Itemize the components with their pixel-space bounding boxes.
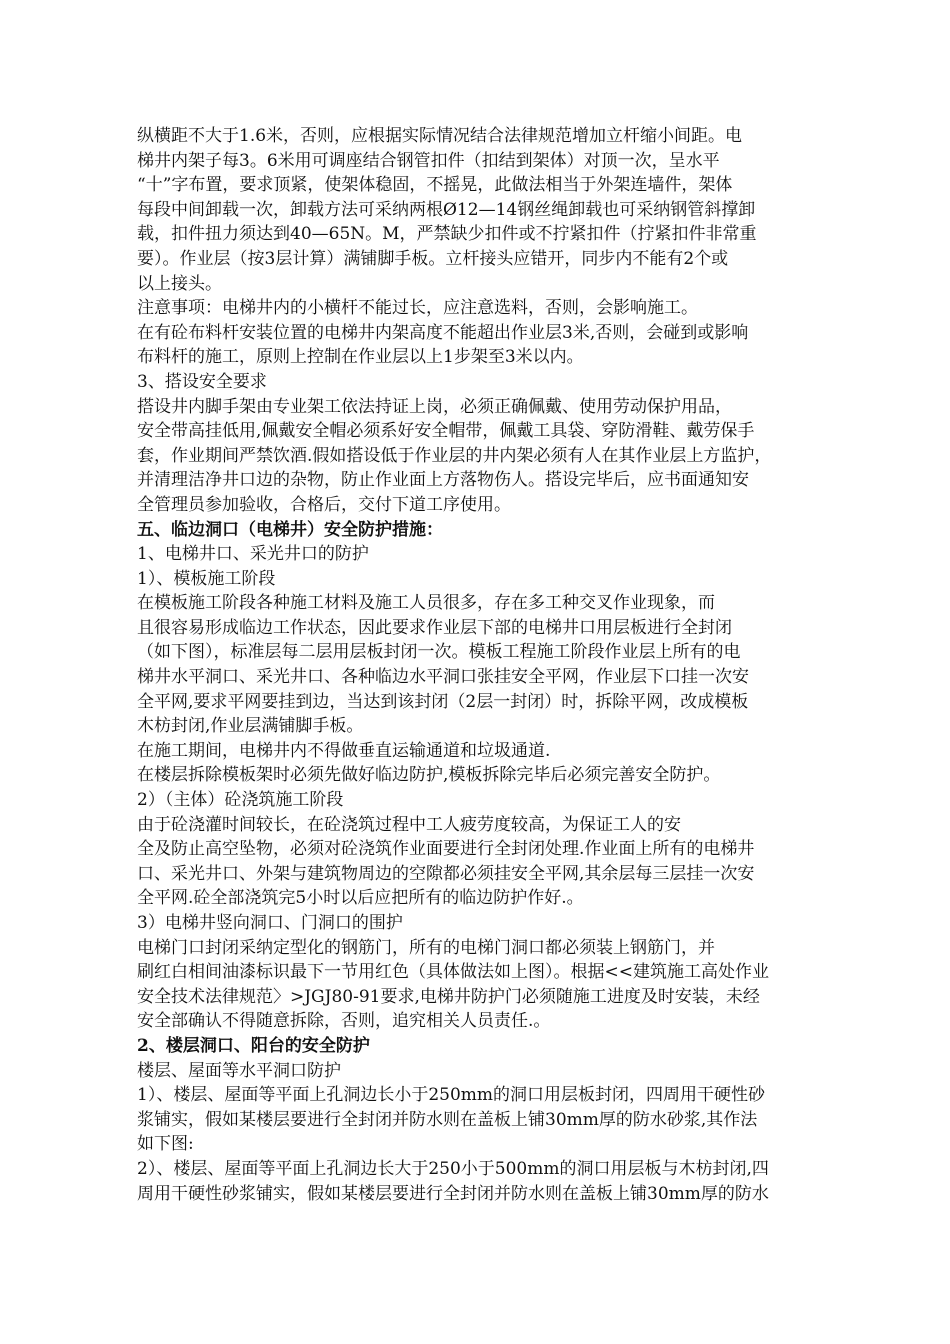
paragraph — [137, 788, 837, 813]
text-line: 全平网.砼全部浇筑完5小时以后应把所有的临边防护作好.。 — [137, 888, 584, 909]
text-line: 在楼层拆除模板架时必须先做好临边防护,模板拆除完毕后必须完善安全防护。 — [137, 765, 721, 786]
paragraph — [137, 296, 837, 370]
text-line: 要）。作业层（按3层计算）满铺脚手板。立杆接头应错开，同步内不能有2个或 — [137, 248, 729, 269]
text-line: 注意事项：电梯井内的小横杆不能过长，应注意选料，否则，会影响施工。 — [137, 298, 698, 319]
paragraph — [137, 370, 837, 395]
text-line: 木枋封闭,作业层满铺脚手板。 — [137, 716, 364, 737]
text-line: 且很容易形成临边工作状态，因此要求作业层下部的电梯井口用层板进行全封闭 — [137, 617, 732, 638]
text-line: 浆铺实，假如某楼层要进行全封闭并防水则在盖板上铺30mm厚的防水砂浆,其作法 — [137, 1109, 758, 1130]
text-line: 在模板施工阶段各种施工材料及施工人员很多，存在多工种交叉作业现象，而 — [137, 593, 715, 614]
text-line: 并清理洁净井口边的杂物，防止作业面上方落物伤人。搭设完毕后，应书面通知安 — [137, 470, 749, 491]
text-line: 2、楼层洞口、阳台的安全防护 — [137, 1035, 370, 1056]
text-line: 由于砼浇灌时间较长，在砼浇筑过程中工人疲劳度较高，为保证工人的安 — [137, 814, 681, 835]
text-line: 1）、模板施工阶段 — [137, 568, 276, 589]
text-line: 全及防止高空坠物，必须对砼浇筑作业面要进行全封闭处理.作业面上所有的电梯井 — [137, 839, 755, 860]
text-line: （如下图），标准层每二层用层板封闭一次。模板工程施工阶段作业层上所有的电 — [137, 642, 741, 663]
text-line: 全平网,要求平网要挂到边，当达到该封闭（2层一封闭）时，拆除平网，改成模板 — [137, 691, 749, 712]
text-line: 2）（主体）砼浇筑施工阶段 — [137, 790, 344, 811]
text-line: 3、搭设安全要求 — [137, 371, 267, 392]
text-line: 电梯门口封闭采纳定型化的钢筋门，所有的电梯门洞口都必须装上钢筋门，并 — [137, 937, 715, 958]
text-line: 搭设井内脚手架由专业架工依法持证上岗，必须正确佩戴、使用劳动保护用品， — [137, 396, 732, 417]
text-line: 如下图: — [137, 1134, 194, 1155]
paragraph — [137, 1059, 837, 1084]
text-line: 以上接头。 — [137, 273, 222, 294]
paragraph — [137, 542, 837, 567]
paragraph — [137, 1157, 837, 1206]
text-line: 刷红白相间油漆标识最下一节用红色（具体做法如上图）。根据<<建筑施工高处作业 — [137, 962, 769, 983]
paragraph — [137, 936, 837, 1034]
text-line: 在有砼布料杆安装位置的电梯井内架高度不能超出作业层3米,否则，会碰到或影响 — [137, 322, 749, 343]
text-line: 安全技术法律规范〉>JGJ80-91要求,电梯井防护门必须随施工进度及时安装，未经 — [137, 986, 760, 1007]
text-line: 楼层、屋面等水平洞口防护 — [137, 1060, 341, 1081]
paragraph — [137, 739, 837, 764]
text-line: 安全带高挂低用,佩戴安全帽必须系好安全帽带，佩戴工具袋、穿防滑鞋、戴劳保手 — [137, 421, 755, 442]
text-line: 五、临边洞口（电梯井）安全防护措施： — [137, 519, 443, 540]
text-line: 3）电梯井竖向洞口、门洞口的围护 — [137, 913, 403, 933]
text-line: “十”字布置，要求顶紧，使架体稳固，不摇晃，此做法相当于外架连墙件，架体 — [137, 175, 733, 196]
paragraph — [137, 395, 837, 518]
text-line: 载，扣件扭力须达到40—65N。M，严禁缺少扣件或不拧紧扣件（拧紧扣件非常重 — [137, 224, 757, 245]
text-line: 梯井内架子每3。6米用可调座结合钢管扣件（扣结到架体）对顶一次，呈水平 — [137, 150, 720, 171]
text-line: 1）、楼层、屋面等平面上孔洞边长小于250mm的洞口用层板封闭，四周用干硬性砂 — [137, 1085, 766, 1106]
text-line: 周用干硬性砂浆铺实，假如某楼层要进行全封闭并防水则在盖板上铺30mm厚的防水 — [137, 1183, 769, 1204]
text-line: 梯井水平洞口、采光井口、各种临边水平洞口张挂安全平网，作业层下口挂一次安 — [137, 667, 749, 688]
paragraph — [137, 567, 837, 592]
text-line: 1、电梯井口、采光井口的防护 — [137, 544, 369, 565]
paragraph — [137, 763, 837, 788]
section-heading — [137, 1034, 837, 1059]
paragraph — [137, 591, 837, 739]
text-line: 布料杆的施工，原则上控制在作业层以上1步架至3米以内。 — [137, 347, 584, 368]
text-line: 在施工期间，电梯井内不得做垂直运输通道和垃圾通道. — [137, 740, 551, 761]
paragraph — [137, 813, 837, 911]
paragraph — [137, 1083, 837, 1157]
text-line: 每段中间卸载一次，卸载方法可采纳两根Ø12—14钢丝绳卸载也可采纳钢管斜撑卸 — [137, 199, 756, 220]
text-line: 安全部确认不得随意拆除，否则，追究相关人员责任.。 — [137, 1011, 551, 1032]
section-heading — [137, 518, 837, 543]
text-line: 2）、楼层、屋面等平面上孔洞边长大于250小于500mm的洞口用层板与木枋封闭,四 — [137, 1158, 769, 1179]
paragraph — [137, 911, 837, 936]
text-line: 全管理员参加验收，合格后，交付下道工序使用。 — [137, 494, 511, 515]
text-line: 口、采光井口、外架与建筑物周边的空隙都必须挂安全平网,其余层每三层挂一次安 — [137, 863, 755, 884]
text-line: 纵横距不大于1.6米，否则，应根据实际情况结合法律规范增加立杆缩小间距。电 — [137, 126, 743, 146]
paragraph — [137, 124, 837, 296]
text-line: 套，作业期间严禁饮酒.假如搭设低于作业层的井内架必须有人在其作业层上方监护， — [137, 445, 772, 466]
document-body — [137, 124, 837, 1206]
